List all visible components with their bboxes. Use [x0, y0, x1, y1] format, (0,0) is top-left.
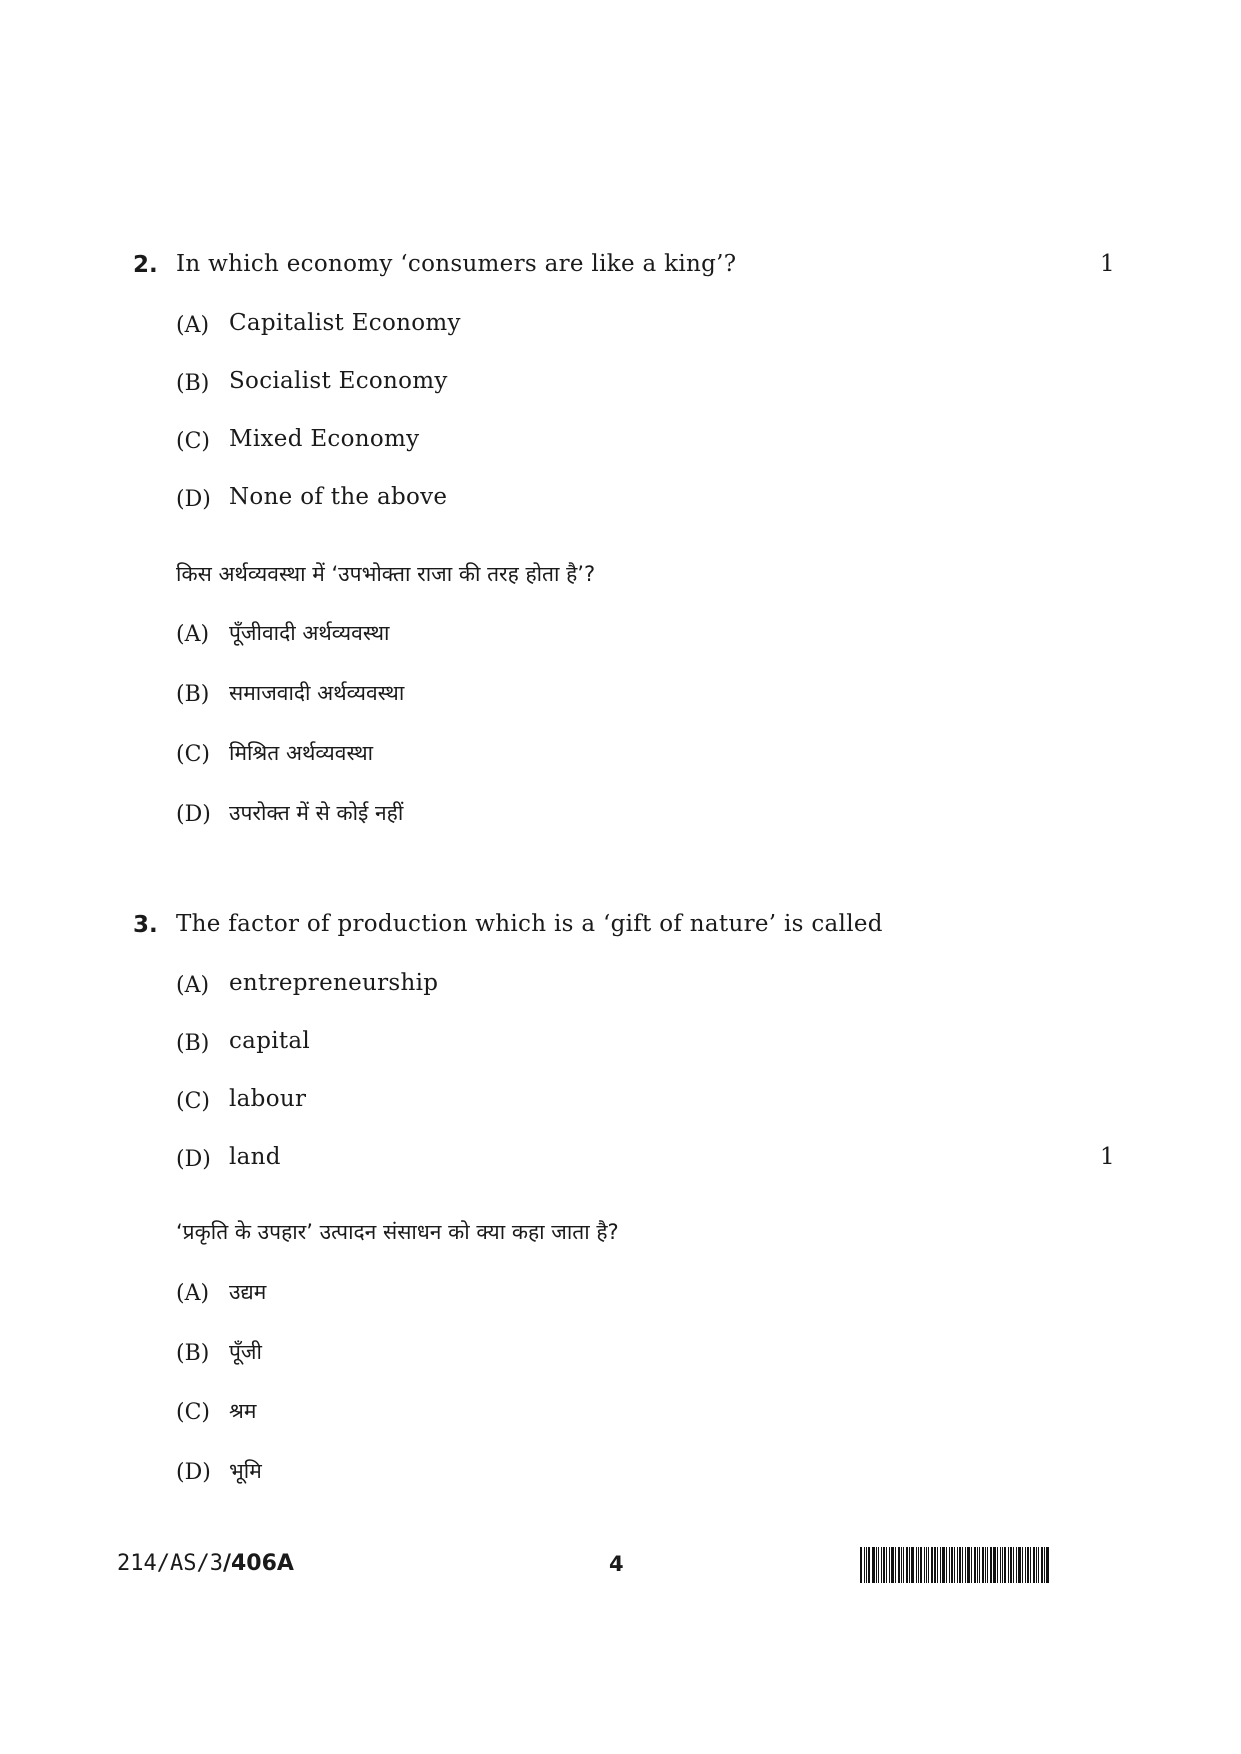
barcode-bar [911, 1547, 914, 1583]
barcode-bar [985, 1547, 986, 1583]
option-text-hi: भूमि [229, 1459, 262, 1483]
option-text: Mixed Economy [229, 426, 420, 452]
option-text: Socialist Economy [229, 368, 448, 394]
barcode-bar [962, 1547, 963, 1583]
barcode-icon [860, 1547, 1051, 1583]
option-letter: (B) [176, 682, 210, 707]
barcode-bar [942, 1547, 945, 1583]
barcode-bar [1027, 1547, 1029, 1583]
option-text: labour [229, 1086, 307, 1112]
barcode-bar [982, 1547, 984, 1583]
barcode-bar [1046, 1547, 1049, 1583]
option-letter: (A) [176, 1281, 210, 1306]
barcode-bar [898, 1547, 900, 1583]
barcode-bar [977, 1547, 978, 1583]
barcode-bar [928, 1547, 929, 1583]
barcode-bar [868, 1547, 870, 1583]
barcode-bar [949, 1547, 950, 1583]
barcode-bar [903, 1547, 904, 1583]
barcode-bar [1044, 1547, 1045, 1583]
barcode-bar [1018, 1547, 1021, 1583]
question-text-hi: ‘प्रकृति के उपहार’ उत्पादन संसाधन को क्या कहा जाता है? [176, 1220, 619, 1244]
barcode-bar [934, 1547, 936, 1583]
barcode-bar [889, 1547, 890, 1583]
option-letter: (C) [176, 742, 210, 767]
option-letter: (A) [176, 622, 210, 647]
option-letter: (B) [176, 1341, 210, 1366]
option-letter: (A) [176, 973, 210, 998]
barcode-bar [940, 1547, 941, 1583]
question-marks: 1 [1100, 1144, 1115, 1170]
barcode-bar [891, 1547, 894, 1583]
option-text-hi: पूँजीवादी अर्थव्यवस्था [229, 621, 390, 645]
barcode-bar [906, 1547, 908, 1583]
barcode-bar [1004, 1547, 1006, 1583]
option-text: entrepreneurship [229, 970, 439, 996]
barcode-bar [901, 1547, 902, 1583]
option-letter: (C) [176, 429, 210, 454]
option-text: capital [229, 1028, 311, 1054]
barcode-bar [1000, 1547, 1001, 1583]
barcode-bar [1036, 1547, 1037, 1583]
barcode-bar [987, 1547, 988, 1583]
barcode-bar [860, 1547, 862, 1583]
question-text-en: In which economy ‘consumers are like a king’? [176, 251, 737, 277]
option-letter: (C) [176, 1400, 210, 1425]
barcode-bar [1041, 1547, 1043, 1583]
barcode-bar [979, 1547, 980, 1583]
barcode-bar [926, 1547, 927, 1583]
question-number: 2. [133, 252, 158, 278]
paper-code-prefix: 214/AS/3 [117, 1551, 223, 1576]
option-text: None of the above [229, 484, 448, 510]
option-text-hi: पूँजी [229, 1340, 262, 1364]
barcode-bar [967, 1547, 970, 1583]
barcode-bar [886, 1547, 887, 1583]
barcode-bar [997, 1547, 998, 1583]
barcode-bar [909, 1547, 910, 1583]
question-text-hi: किस अर्थव्यवस्था में ‘उपभोक्ता राजा की तरह होता है’? [176, 562, 596, 586]
barcode-bar [959, 1547, 961, 1583]
question-text-en: The factor of production which is a ‘gift of nature’ is called [176, 911, 883, 937]
paper-code [117, 1551, 294, 1576]
barcode-bar [974, 1547, 976, 1583]
barcode-bar [924, 1547, 925, 1583]
option-text-hi: समाजवादी अर्थव्यवस्था [229, 681, 405, 705]
barcode-bar [864, 1547, 865, 1583]
option-letter: (C) [176, 1089, 210, 1114]
barcode-bar [971, 1547, 972, 1583]
question-marks: 1 [1100, 251, 1115, 277]
option-letter: (A) [176, 313, 210, 338]
barcode-bar [916, 1547, 917, 1583]
barcode-bar [1013, 1547, 1014, 1583]
barcode-bar [866, 1547, 867, 1583]
option-letter: (B) [176, 371, 210, 396]
barcode-bar [883, 1547, 885, 1583]
barcode-bar [918, 1547, 919, 1583]
barcode-bar [993, 1547, 996, 1583]
barcode-bar [1002, 1547, 1003, 1583]
option-letter: (B) [176, 1031, 210, 1056]
option-text: Capitalist Economy [229, 310, 461, 336]
barcode-bar [951, 1547, 953, 1583]
paper-code-bold: /406A [222, 1551, 294, 1576]
barcode-bar [878, 1547, 879, 1583]
barcode-bar [1010, 1547, 1012, 1583]
option-letter: (D) [176, 802, 211, 827]
barcode-bar [872, 1547, 875, 1583]
barcode-bar [937, 1547, 938, 1583]
option-text-hi: उद्यम [229, 1280, 267, 1304]
option-text-hi: उपरोक्त में से कोई नहीं [229, 801, 404, 825]
barcode-bar [954, 1547, 955, 1583]
barcode-bar [876, 1547, 877, 1583]
barcode-bar [1016, 1547, 1017, 1583]
option-text-hi: मिश्रित अर्थव्यवस्था [229, 741, 374, 765]
barcode-bar [957, 1547, 958, 1583]
barcode-bar [1038, 1547, 1039, 1583]
barcode-bar [946, 1547, 947, 1583]
barcode-bar [920, 1547, 922, 1583]
option-letter: (D) [176, 487, 211, 512]
barcode-bar [931, 1547, 933, 1583]
barcode-bar [1022, 1547, 1023, 1583]
barcode-bar [1030, 1547, 1031, 1583]
barcode-bar [965, 1547, 966, 1583]
option-text-hi: श्रम [229, 1399, 257, 1423]
barcode-bar [881, 1547, 882, 1583]
page-number: 4 [609, 1552, 624, 1576]
barcode-bar [990, 1547, 992, 1583]
option-letter: (D) [176, 1147, 211, 1172]
option-letter: (D) [176, 1460, 211, 1485]
option-text: land [229, 1144, 281, 1170]
barcode-bar [1008, 1547, 1009, 1583]
barcode-bar [1033, 1547, 1035, 1583]
question-number: 3. [133, 912, 158, 938]
barcode-bar [895, 1547, 896, 1583]
barcode-bar [1025, 1547, 1026, 1583]
